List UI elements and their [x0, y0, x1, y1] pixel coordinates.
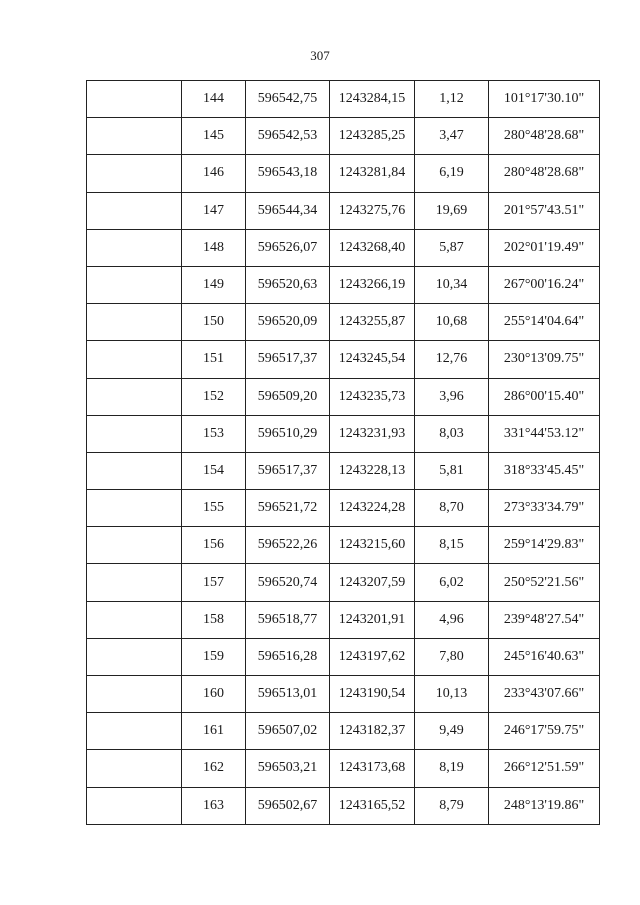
point-number-cell: 149	[182, 266, 246, 303]
table-row	[87, 341, 600, 378]
y-coordinate-cell: 1243255,87	[330, 304, 415, 341]
table-row	[87, 787, 600, 824]
empty-cell	[87, 676, 182, 713]
y-coordinate-cell: 1243275,76	[330, 192, 415, 229]
empty-cell	[87, 229, 182, 266]
table-row	[87, 229, 600, 266]
point-number-cell: 161	[182, 713, 246, 750]
direction-angle-cell: 259°14'29.83"	[489, 527, 600, 564]
distance-cell: 9,49	[415, 713, 489, 750]
x-coordinate-cell: 596510,29	[246, 415, 330, 452]
empty-cell	[87, 787, 182, 824]
empty-cell	[87, 266, 182, 303]
distance-cell: 10,13	[415, 676, 489, 713]
page-number: 307	[310, 48, 330, 63]
y-coordinate-cell: 1243268,40	[330, 229, 415, 266]
y-coordinate-cell: 1243281,84	[330, 155, 415, 192]
table-row	[87, 452, 600, 489]
distance-cell: 3,96	[415, 378, 489, 415]
table-row	[87, 676, 600, 713]
x-coordinate-cell: 596520,74	[246, 564, 330, 601]
point-number-cell: 148	[182, 229, 246, 266]
x-coordinate-cell: 596502,67	[246, 787, 330, 824]
direction-angle-cell: 245°16'40.63"	[489, 638, 600, 675]
point-number-cell: 154	[182, 452, 246, 489]
x-coordinate-cell: 596503,21	[246, 750, 330, 787]
direction-angle-cell: 280°48'28.68"	[489, 155, 600, 192]
empty-cell	[87, 118, 182, 155]
y-coordinate-cell: 1243190,54	[330, 676, 415, 713]
x-coordinate-cell: 596517,37	[246, 341, 330, 378]
direction-angle-cell: 230°13'09.75"	[489, 341, 600, 378]
table-row	[87, 601, 600, 638]
x-coordinate-cell: 596542,75	[246, 81, 330, 118]
y-coordinate-cell: 1243235,73	[330, 378, 415, 415]
distance-cell: 5,87	[415, 229, 489, 266]
distance-cell: 3,47	[415, 118, 489, 155]
point-number-cell: 160	[182, 676, 246, 713]
empty-cell	[87, 341, 182, 378]
direction-angle-cell: 280°48'28.68"	[489, 118, 600, 155]
x-coordinate-cell: 596518,77	[246, 601, 330, 638]
distance-cell: 19,69	[415, 192, 489, 229]
direction-angle-cell: 286°00'15.40"	[489, 378, 600, 415]
empty-cell	[87, 638, 182, 675]
table-row	[87, 527, 600, 564]
point-number-cell: 145	[182, 118, 246, 155]
table-row	[87, 713, 600, 750]
table-row	[87, 638, 600, 675]
y-coordinate-cell: 1243228,13	[330, 452, 415, 489]
table-row	[87, 266, 600, 303]
direction-angle-cell: 239°48'27.54"	[489, 601, 600, 638]
coordinates-table-body	[87, 81, 600, 825]
point-number-cell: 146	[182, 155, 246, 192]
point-number-cell: 162	[182, 750, 246, 787]
table-row	[87, 750, 600, 787]
y-coordinate-cell: 1243201,91	[330, 601, 415, 638]
empty-cell	[87, 155, 182, 192]
y-coordinate-cell: 1243284,15	[330, 81, 415, 118]
x-coordinate-cell: 596526,07	[246, 229, 330, 266]
table-row	[87, 378, 600, 415]
x-coordinate-cell: 596521,72	[246, 490, 330, 527]
direction-angle-cell: 101°17'30.10"	[489, 81, 600, 118]
table-row	[87, 192, 600, 229]
direction-angle-cell: 233°43'07.66"	[489, 676, 600, 713]
y-coordinate-cell: 1243207,59	[330, 564, 415, 601]
point-number-cell: 144	[182, 81, 246, 118]
table-row	[87, 564, 600, 601]
y-coordinate-cell: 1243182,37	[330, 713, 415, 750]
table-row	[87, 304, 600, 341]
y-coordinate-cell: 1243245,54	[330, 341, 415, 378]
distance-cell: 4,96	[415, 601, 489, 638]
distance-cell: 8,79	[415, 787, 489, 824]
direction-angle-cell: 273°33'34.79"	[489, 490, 600, 527]
empty-cell	[87, 415, 182, 452]
empty-cell	[87, 81, 182, 118]
distance-cell: 8,03	[415, 415, 489, 452]
distance-cell: 10,68	[415, 304, 489, 341]
distance-cell: 6,19	[415, 155, 489, 192]
empty-cell	[87, 452, 182, 489]
y-coordinate-cell: 1243165,52	[330, 787, 415, 824]
empty-cell	[87, 378, 182, 415]
empty-cell	[87, 750, 182, 787]
x-coordinate-cell: 596513,01	[246, 676, 330, 713]
x-coordinate-cell: 596517,37	[246, 452, 330, 489]
direction-angle-cell: 318°33'45.45"	[489, 452, 600, 489]
y-coordinate-cell: 1243197,62	[330, 638, 415, 675]
distance-cell: 10,34	[415, 266, 489, 303]
y-coordinate-cell: 1243231,93	[330, 415, 415, 452]
direction-angle-cell: 250°52'21.56"	[489, 564, 600, 601]
direction-angle-cell: 246°17'59.75"	[489, 713, 600, 750]
table-row	[87, 81, 600, 118]
y-coordinate-cell: 1243215,60	[330, 527, 415, 564]
distance-cell: 5,81	[415, 452, 489, 489]
y-coordinate-cell: 1243224,28	[330, 490, 415, 527]
direction-angle-cell: 201°57'43.51"	[489, 192, 600, 229]
x-coordinate-cell: 596543,18	[246, 155, 330, 192]
empty-cell	[87, 490, 182, 527]
distance-cell: 8,70	[415, 490, 489, 527]
distance-cell: 1,12	[415, 81, 489, 118]
distance-cell: 12,76	[415, 341, 489, 378]
coordinates-table	[86, 80, 600, 825]
point-number-cell: 152	[182, 378, 246, 415]
point-number-cell: 153	[182, 415, 246, 452]
table-row	[87, 155, 600, 192]
x-coordinate-cell: 596509,20	[246, 378, 330, 415]
y-coordinate-cell: 1243266,19	[330, 266, 415, 303]
distance-cell: 8,15	[415, 527, 489, 564]
empty-cell	[87, 601, 182, 638]
x-coordinate-cell: 596522,26	[246, 527, 330, 564]
empty-cell	[87, 564, 182, 601]
distance-cell: 8,19	[415, 750, 489, 787]
distance-cell: 7,80	[415, 638, 489, 675]
empty-cell	[87, 304, 182, 341]
empty-cell	[87, 527, 182, 564]
point-number-cell: 163	[182, 787, 246, 824]
empty-cell	[87, 713, 182, 750]
empty-cell	[87, 192, 182, 229]
x-coordinate-cell: 596516,28	[246, 638, 330, 675]
y-coordinate-cell: 1243285,25	[330, 118, 415, 155]
direction-angle-cell: 255°14'04.64"	[489, 304, 600, 341]
x-coordinate-cell: 596520,09	[246, 304, 330, 341]
distance-cell: 6,02	[415, 564, 489, 601]
table-row	[87, 415, 600, 452]
table-row	[87, 490, 600, 527]
point-number-cell: 157	[182, 564, 246, 601]
direction-angle-cell: 266°12'51.59"	[489, 750, 600, 787]
direction-angle-cell: 202°01'19.49"	[489, 229, 600, 266]
table-row	[87, 118, 600, 155]
y-coordinate-cell: 1243173,68	[330, 750, 415, 787]
point-number-cell: 159	[182, 638, 246, 675]
x-coordinate-cell: 596542,53	[246, 118, 330, 155]
x-coordinate-cell: 596507,02	[246, 713, 330, 750]
direction-angle-cell: 331°44'53.12"	[489, 415, 600, 452]
direction-angle-cell: 267°00'16.24"	[489, 266, 600, 303]
point-number-cell: 147	[182, 192, 246, 229]
x-coordinate-cell: 596544,34	[246, 192, 330, 229]
point-number-cell: 156	[182, 527, 246, 564]
x-coordinate-cell: 596520,63	[246, 266, 330, 303]
direction-angle-cell: 248°13'19.86"	[489, 787, 600, 824]
point-number-cell: 155	[182, 490, 246, 527]
point-number-cell: 158	[182, 601, 246, 638]
point-number-cell: 151	[182, 341, 246, 378]
point-number-cell: 150	[182, 304, 246, 341]
